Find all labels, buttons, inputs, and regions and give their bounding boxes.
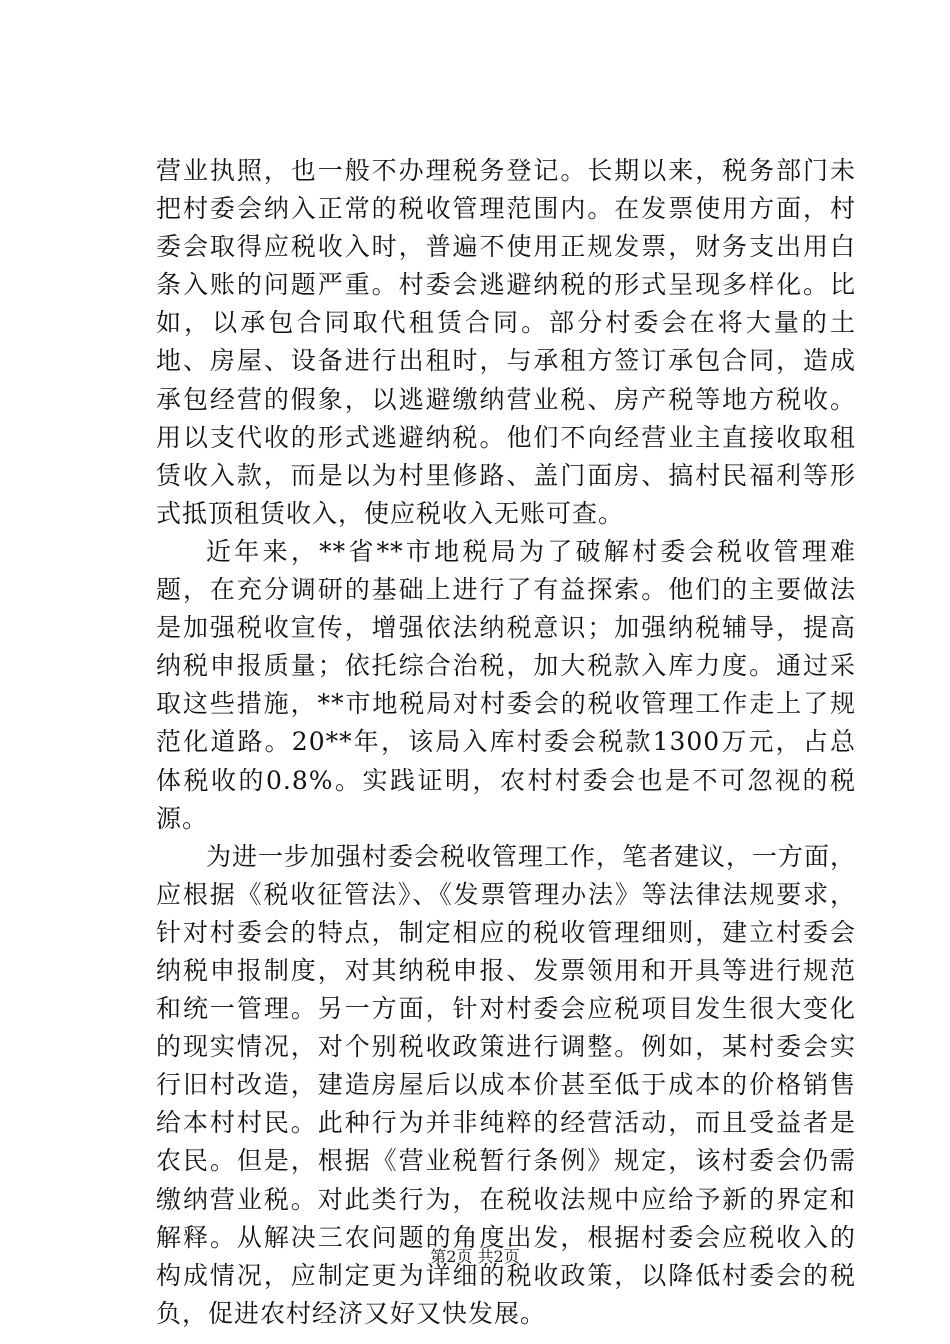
paragraph-recommendations: 为进一步加强村委会税收管理工作，笔者建议，一方面，应根据《税收征管法》、《发票管理办法》等法律法规要求，针对村委会的特点，制定相应的税收管理细则，建立村委会纳税申报制度，对其纳税申报、发票领用和开具等进行规范和统一管理。另一方面，针对村委会应税项目发生很大变化的现实情况，对个别税收政策进行调整。例如，某村委会实行旧村改造，建造房屋后以成本价甚至低于成本的价格销售给本村村民。此种行为并非纯粹的经营活动，而且受益者是农民。但是，根据《营业税暂行条例》规定，该村委会仍需缴纳营业税。对此类行为，在税收法规中应给予新的界定和解释。从解决三农问题的角度出发，根据村委会应税收入的构成情况，应制定更为详细的税收政策，以降低村委会的税负，促进农村经济又好又快发展。 [156,841,857,1328]
document-body [156,152,856,1333]
paragraph-continuation: 营业执照，也一般不办理税务登记。长期以来，税务部门未把村委会纳入正常的税收管理范围内。在发票使用方面，村委会取得应税收入时，普遍不使用正规发票，财务支出用白条入账的问题严重。村委会逃避纳税的形式呈现多样化。比如，以承包合同取代租赁合同。部分村委会在将大量的土地、房屋、设备进行出租时，与承租方签订承包合同，造成承包经营的假象，以逃避缴纳营业税、房产税等地方税收。用以支代收的形式逃避纳税。他们不向经营业主直接收取租赁收入款，而是以为村里修路、盖门面房、搞村民福利等形式抵顶租赁收入，使应税收入无账可查。 [156,156,856,528]
page-number-footer: 第2页 共2页 [430,1247,520,1266]
paragraph-survey-results: 近年来，**省**市地税局为了破解村委会税收管理难题，在充分调研的基础上进行了有益探索。他们的主要做法是加强税收宣传，增强依法纳税意识；加强纳税辅导，提高纳税申报质量；依托综合治税，加大税款入库力度。通过采取这些措施，**市地税局对村委会的税收管理工作走上了规范化道路。20**年，该局入库村委会税款1300万元，占总体税收的0.8%。实践证明，农村村委会也是不可忽视的税源。 [156,536,856,833]
